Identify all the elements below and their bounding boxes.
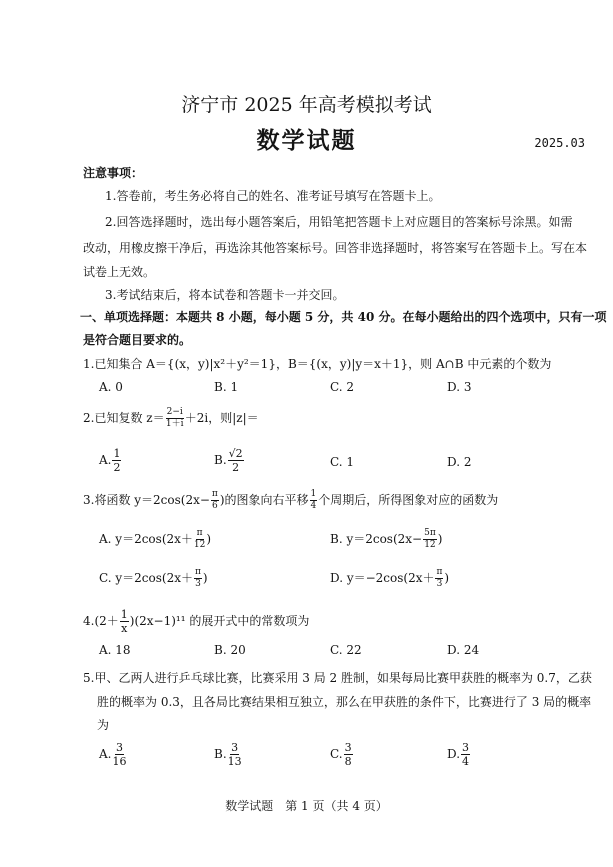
notice-heading: 注意事项： (83, 166, 144, 180)
question-2-text (83, 408, 259, 429)
fraction-denominator: 1＋i (165, 419, 184, 429)
option-label: D. y＝−2cos(2x＋ (330, 571, 435, 585)
fraction-numerator: 2−i (166, 407, 183, 417)
option-fraction (194, 529, 205, 550)
option-close: ) (444, 571, 450, 585)
question-4-prefix: 4.(2＋ (83, 614, 119, 628)
fraction-denominator: 2 (113, 461, 121, 474)
section-heading-line-2: 是符合题目要求的。 (83, 333, 192, 347)
notice-item-2-line-3: 试卷上无效。 (83, 265, 156, 279)
fraction-denominator: 2 (232, 461, 240, 474)
question-4-option-d: D. 24 (447, 643, 480, 657)
fraction-numerator: 3 (344, 741, 352, 754)
fraction-numerator: √2 (228, 447, 243, 460)
fraction-denominator: 12 (424, 540, 436, 550)
fraction-denominator: 8 (344, 755, 352, 768)
fraction-numerator: π (436, 567, 443, 577)
exam-date: 2025.03 (534, 136, 585, 150)
question-2-option-a (99, 448, 122, 473)
question-4-option-a: A. 18 (99, 643, 131, 657)
question-3-text (83, 490, 498, 511)
fraction-numerator: 1 (120, 608, 128, 621)
fraction-denominator: 16 (112, 755, 127, 768)
fraction-numerator: 1 (310, 489, 317, 499)
question-2-option-b (214, 448, 245, 473)
option-label: B. (214, 747, 227, 761)
fraction-denominator: 3 (195, 579, 201, 589)
question-1-option-b: B. 1 (214, 380, 239, 394)
question-5-option-c (330, 742, 354, 767)
option-fraction (228, 448, 244, 473)
option-label: D. (447, 747, 461, 761)
fraction-numerator: 3 (231, 741, 239, 754)
option-fraction (423, 529, 437, 550)
question-5-option-a (99, 742, 127, 767)
fraction-numerator: π (211, 489, 218, 499)
option-fraction (461, 742, 470, 767)
question-3-option-d (330, 568, 449, 589)
fraction-numerator: π (196, 528, 203, 538)
question-3-option-b (330, 529, 442, 550)
option-close: ) (206, 532, 212, 546)
fraction-numerator: 3 (462, 741, 470, 754)
question-1-text: 1.已知集合 A＝{(x，y)|x²＋y²＝1}，B＝{(x，y)|y＝x＋1}，则 A∩B 中元素的个数为 (83, 357, 552, 371)
option-label: A. y＝2cos(2x＋ (99, 532, 193, 546)
question-5-line-2: 胜的概率为 0.3，且各局比赛结果相互独立，那么在甲获胜的条件下，比赛进行了 3 局的概率 (97, 695, 592, 709)
fraction-denominator: 6 (212, 501, 218, 511)
question-2-option-c: C. 1 (330, 455, 355, 469)
fraction-numerator: π (195, 567, 201, 577)
option-fraction (344, 742, 353, 767)
question-1-option-a: A. 0 (99, 380, 123, 394)
question-3-option-a (99, 529, 211, 550)
fraction-denominator: 3 (436, 579, 443, 589)
question-5-line-3: 为 (97, 718, 110, 732)
option-label: A. (99, 747, 112, 761)
option-fraction (112, 448, 121, 473)
question-3-middle: )的图象向右平移 (219, 493, 309, 507)
question-2-prefix: 2.已知复数 z＝ (83, 411, 165, 425)
question-4-text (83, 609, 309, 634)
exam-title: 济宁市 2025 年高考模拟考试 (181, 94, 432, 116)
question-5-option-d (447, 742, 471, 767)
question-4-suffix: )(2x−1)¹¹ 的展开式中的常数项为 (129, 614, 310, 628)
question-3-period-fraction (310, 490, 318, 511)
question-3-option-c (99, 568, 208, 589)
question-2-option-d: D. 2 (447, 455, 472, 469)
fraction-denominator: 13 (227, 755, 242, 768)
notice-item-3: 3.考试结束后，将本试卷和答题卡一并交回。 (105, 288, 345, 302)
option-label: A. (99, 453, 112, 467)
fraction-denominator: 4 (310, 501, 317, 511)
question-4-option-b: B. 20 (214, 643, 246, 657)
option-close: ) (437, 532, 443, 546)
question-1-option-c: C. 2 (330, 380, 355, 394)
notice-item-2-line-1: 2.回答选择题时，选出每小题答案后，用铅笔把答题卡上对应题目的答案标号涂黑。如需 (105, 215, 573, 229)
fraction-numerator: 1 (113, 447, 121, 460)
option-fraction (435, 568, 443, 589)
subject-title: 数学试题 (256, 127, 357, 154)
question-3-suffix: 个周期后，所得图象对应的函数为 (318, 493, 499, 507)
fraction-numerator: 3 (115, 741, 123, 754)
question-3-prefix: 3.将函数 y＝2cos(2x− (83, 493, 210, 507)
option-fraction (112, 742, 126, 767)
option-fraction (228, 742, 242, 767)
question-4-option-c: C. 22 (330, 643, 362, 657)
question-2-fraction (166, 408, 184, 429)
question-4-fraction (120, 609, 129, 634)
option-close: ) (202, 571, 208, 585)
option-label: C. (330, 747, 343, 761)
question-5-option-b (214, 742, 243, 767)
option-fraction (194, 568, 202, 589)
fraction-denominator: x (121, 622, 128, 635)
option-label: C. y＝2cos(2x＋ (99, 571, 193, 585)
option-label: B. (214, 453, 227, 467)
question-2-suffix: ＋2i，则|z|＝ (184, 411, 259, 425)
notice-item-1: 1.答卷前，考生务必将自己的姓名、准考证号填写在答题卡上。 (105, 189, 441, 203)
question-3-phase-fraction (211, 490, 219, 511)
fraction-numerator: 5π (424, 528, 436, 538)
notice-item-2-line-2: 改动，用橡皮擦干净后，再选涂其他答案标号。回答非选择题时，将答案写在答题卡上。写在本 (83, 241, 588, 255)
page-footer: 数学试题 第 1 页（共 4 页） (225, 799, 388, 813)
question-5-line-1: 5.甲、乙两人进行乒乓球比赛，比赛采用 3 局 2 胜制，如果每局比赛甲获胜的概率为 0.7，乙获 (83, 671, 592, 685)
option-label: B. y＝2cos(2x− (330, 532, 423, 546)
question-1-option-d: D. 3 (447, 380, 472, 394)
section-heading-line-1: 一、单项选择题：本题共 8 小题，每小题 5 分，共 40 分。在每小题给出的四个选项中，只有一项 (80, 310, 607, 324)
fraction-denominator: 4 (462, 755, 470, 768)
fraction-denominator: 12 (193, 540, 206, 550)
